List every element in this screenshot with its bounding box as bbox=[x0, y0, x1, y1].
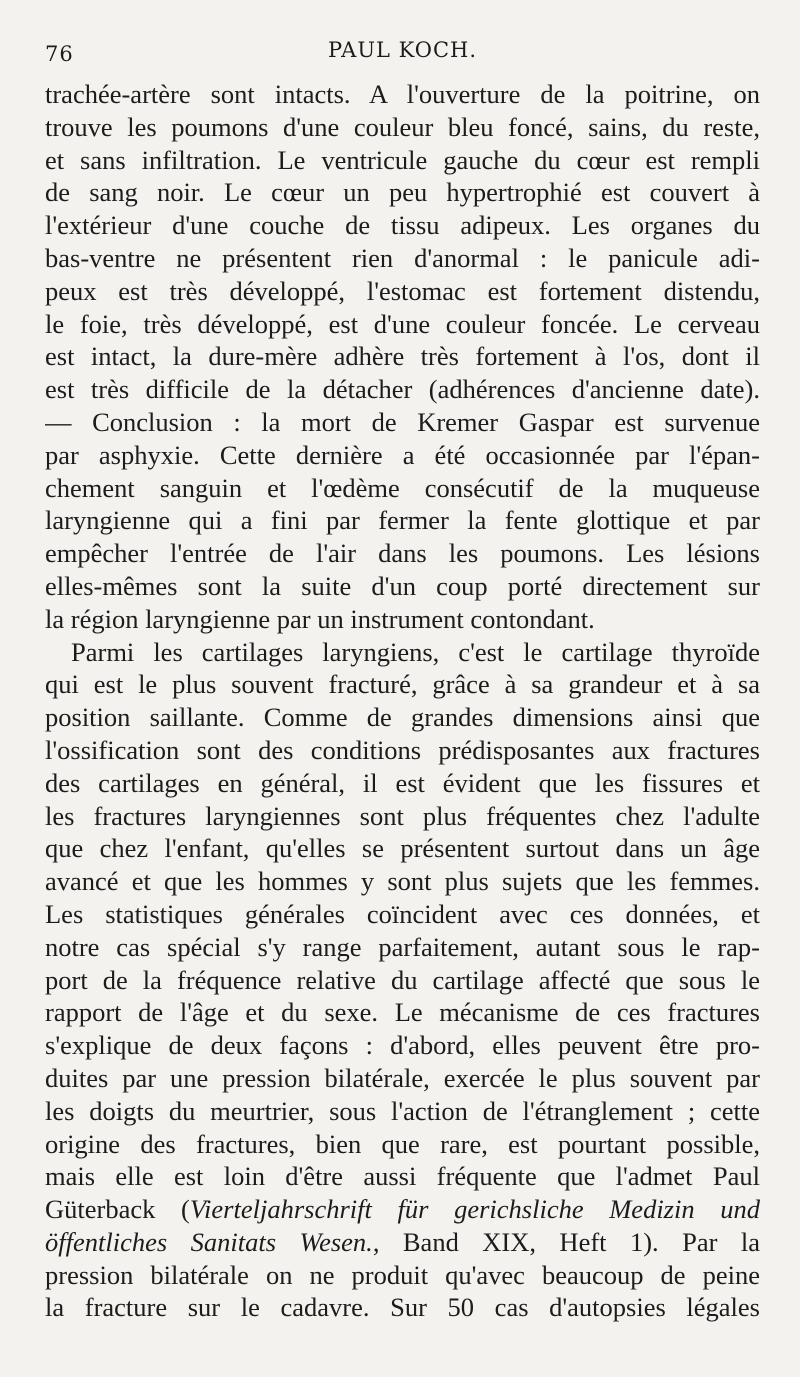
text-line: et sans infiltration. Le ventricule gauche du cœur est rempli bbox=[45, 144, 760, 175]
text-line: qui est le plus souvent fracturé, grâce à sa grandeur et à sa bbox=[45, 669, 760, 700]
italic-citation: öffentliches Sanitats Wesen. bbox=[45, 1226, 373, 1257]
text-line: de sang noir. Le cœur un peu hypertrophié est couvert à bbox=[45, 177, 760, 208]
text-line: avancé et que les hommes y sont plus sujets que les femmes. bbox=[45, 866, 760, 897]
text-line: chement sanguin et l'œdème consécutif de la muqueuse bbox=[45, 472, 760, 503]
text-line: elles-mêmes sont la suite d'un coup porté directement sur bbox=[45, 570, 760, 601]
running-title: PAUL KOCH. bbox=[327, 38, 478, 62]
text-line: peux est très développé, l'estomac est fortement distendu, bbox=[45, 275, 760, 306]
italic-citation: Vierteljahrschrift für gerichsliche Medizin und bbox=[189, 1194, 760, 1225]
text-line: empêcher l'entrée de l'air dans les poumons. Les lésions bbox=[45, 538, 760, 569]
text-line bbox=[45, 1193, 760, 1226]
text-line: les doigts du meurtrier, sous l'action de l'étranglement ; cette bbox=[45, 1095, 760, 1126]
text-line: laryngienne qui a fini par fermer la fente glottique et par bbox=[45, 505, 760, 536]
text-line: port de la fréquence relative du cartilage affecté que sous le bbox=[45, 964, 760, 995]
text-segment: Güterback ( bbox=[45, 1194, 190, 1225]
text-line bbox=[45, 1226, 760, 1259]
text-line: Parmi les cartilages laryngiens, c'est le cartilage thyroïde bbox=[71, 636, 760, 667]
text-line: des cartilages en général, il est évident que les fissures et bbox=[45, 767, 760, 798]
body-text bbox=[45, 78, 760, 1324]
text-line: pression bilatérale on ne produit qu'avec beaucoup de peine bbox=[45, 1259, 760, 1290]
text-line: position saillante. Comme de grandes dimensions ainsi que bbox=[45, 702, 760, 733]
text-line: notre cas spécial s'y range parfaitement, autant sous le rap- bbox=[45, 931, 760, 962]
text-line: trachée-artère sont intacts. A l'ouverture de la poitrine, on bbox=[45, 79, 760, 109]
text-line: la fracture sur le cadavre. Sur 50 cas d'autopsies légales bbox=[45, 1292, 760, 1323]
text-line: — Conclusion : la mort de Kremer Gaspar est survenue bbox=[45, 406, 760, 437]
running-head bbox=[45, 30, 760, 64]
text-line: rapport de l'âge et du sexe. Le mécanisme de ces fractures bbox=[45, 997, 760, 1028]
page-number: 76 bbox=[45, 42, 74, 66]
text-line: l'ossification sont des conditions prédisposantes aux fractures bbox=[45, 734, 760, 765]
text-line: l'extérieur d'une couche de tissu adipeux. Les organes du bbox=[45, 210, 760, 241]
text-line: origine des fractures, bien que rare, est pourtant possible, bbox=[45, 1128, 760, 1159]
text-line: le foie, très développé, est d'une couleur foncée. Le cerveau bbox=[45, 308, 760, 339]
text-line: trouve les poumons d'une couleur bleu foncé, sains, du reste, bbox=[45, 111, 760, 142]
text-line: par asphyxie. Cette dernière a été occasionnée par l'épan- bbox=[45, 439, 760, 470]
text-line: la région laryngienne par un instrument contondant. bbox=[45, 603, 595, 634]
text-line: est intact, la dure-mère adhère très fortement à l'os, dont il bbox=[45, 341, 760, 372]
text-line: que chez l'enfant, qu'elles se présentent surtout dans un âge bbox=[45, 833, 760, 864]
text-line: bas-ventre ne présentent rien d'anormal : le panicule adi- bbox=[45, 242, 760, 273]
text-line: est très difficile de la détacher (adhérences d'ancienne date). bbox=[45, 374, 760, 405]
text-line: les fractures laryngiennes sont plus fréquentes chez l'adulte bbox=[45, 800, 760, 831]
text-line: Les statistiques générales coïncident avec ces données, et bbox=[45, 898, 760, 929]
text-line: duites par une pression bilatérale, exercée le plus souvent par bbox=[45, 1062, 760, 1093]
text-line: mais elle est loin d'être aussi fréquente que l'admet Paul bbox=[45, 1161, 760, 1192]
text-segment: , Band XIX, Heft 1). Par la bbox=[372, 1226, 760, 1257]
text-line: s'explique de deux façons : d'abord, elles peuvent être pro- bbox=[45, 1030, 760, 1061]
